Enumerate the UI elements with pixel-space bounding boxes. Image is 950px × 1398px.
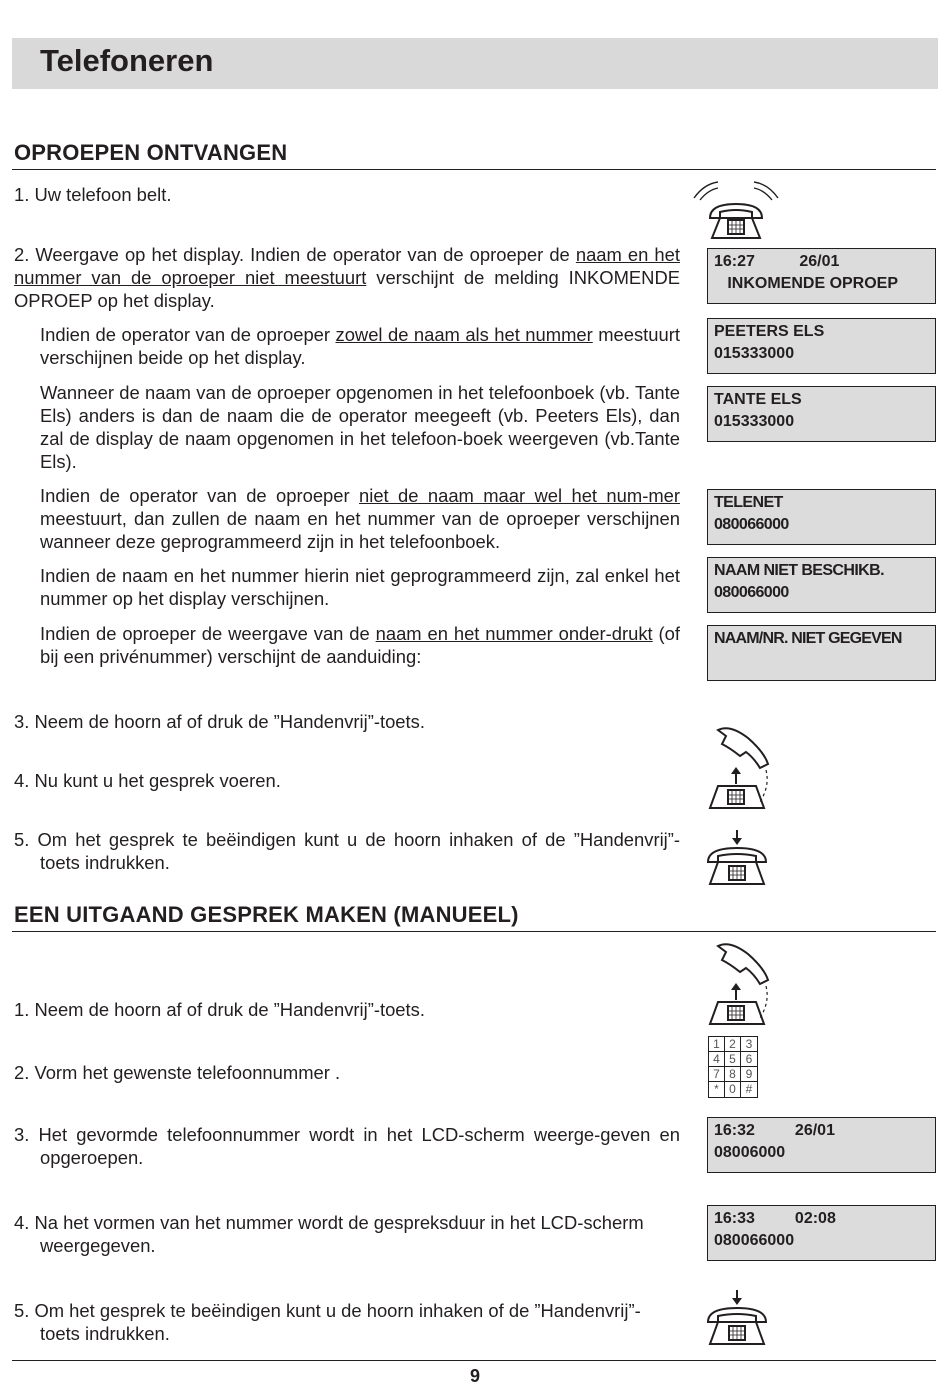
keypad-key: 4 — [709, 1052, 725, 1067]
lcd-display-name-unavailable — [707, 557, 936, 613]
paragraph-suppressed — [40, 622, 680, 668]
text-run: verschijnt de melding INKOMENDE OPROEP op het display. — [14, 267, 680, 311]
outgoing-step-2-text: 2. Vorm het gewenste telefoonnummer . — [14, 1062, 341, 1083]
keypad-key: 3 — [741, 1037, 757, 1052]
lcd-line: 16:33 02:08 — [714, 1210, 836, 1227]
lcd-line: TANTE ELS — [714, 391, 802, 408]
step-3-text: 3. Neem de hoorn af of druk de ”Handenvrij”-toets. — [14, 711, 425, 732]
step-5-text: 5. Om het gesprek te beëindigen kunt u de hoorn inhaken of de ”Handenvrij”-toets indrukken. — [14, 829, 680, 873]
lcd-line: NAAM NIET BESCHIKB. — [714, 562, 884, 579]
lcd-display-duration — [707, 1205, 936, 1261]
text-run: Indien de operator van de oproeper — [40, 324, 336, 345]
text-run: Indien de oproeper de weergave van de — [40, 623, 376, 644]
lcd-display-peeters — [707, 318, 936, 374]
keypad-key: 2 — [725, 1037, 741, 1052]
keypad-key: 5 — [725, 1052, 741, 1067]
lcd-display-incoming — [707, 248, 936, 304]
lcd-line: 08006000 — [714, 1144, 786, 1161]
text-run: (of bij een privénummer) verschijnt de aanduiding: — [40, 623, 680, 667]
lcd-line: 080066000 — [714, 516, 789, 533]
lcd-line: 16:32 26/01 — [714, 1122, 835, 1139]
section-title-outgoing: EEN UITGAAND GESPREK MAKEN (MANUEEL) — [14, 902, 519, 927]
lift-handset-icon — [700, 722, 774, 812]
lcd-line: INKOMENDE OPROEP — [714, 275, 899, 292]
lcd-line: 080066000 — [714, 1232, 795, 1249]
keypad-icon — [708, 1036, 758, 1098]
lcd-line: TELENET — [714, 494, 783, 511]
paragraph-name-and-number — [40, 323, 680, 369]
keypad-key: 6 — [741, 1052, 757, 1067]
ringing-phone-icon — [690, 178, 782, 244]
lcd-line: 015333000 — [714, 345, 795, 362]
keypad-key: 7 — [709, 1067, 725, 1082]
section-divider — [12, 931, 936, 932]
lcd-line: NAAM/NR. NIET GEGEVEN — [714, 630, 902, 647]
keypad-key: 9 — [741, 1067, 757, 1082]
underlined-text: naam en het nummer van de oproeper niet meestuurt — [14, 244, 680, 288]
outgoing-step-4-text: 4. Na het vormen van het nummer wordt de gespreksduur in het LCD-scherm weergegeven. — [14, 1212, 644, 1256]
hang-up-phone-icon — [700, 1286, 774, 1350]
keypad-key: 8 — [725, 1067, 741, 1082]
keypad-key: 0 — [725, 1082, 741, 1097]
keypad-key: 1 — [709, 1037, 725, 1052]
footer-divider — [12, 1360, 936, 1361]
text-run: meestuurt verschijnen beide op het display. — [40, 324, 680, 368]
underlined-text: zowel de naam als het nummer — [335, 324, 593, 345]
lcd-display-telenet — [707, 489, 936, 545]
page-title: Telefoneren — [40, 43, 214, 78]
section-divider — [12, 169, 936, 170]
page-number: 9 — [469, 1366, 480, 1386]
text-run: meestuurt, dan zullen de naam en het nummer van de oproeper verschijnen wanneer deze geprogrammeerd zijn in het telefoonboek. — [40, 508, 680, 552]
paragraph-number-only — [40, 484, 680, 553]
paragraph-not-programmed: Indien de naam en het nummer hierin niet geprogrammeerd zijn, zal enkel het nummer op het display verschijnen. — [40, 565, 680, 609]
lcd-display-tante — [707, 386, 936, 442]
step-2-text — [14, 243, 680, 312]
hang-up-phone-icon — [700, 826, 774, 890]
text-run: 2. Weergave op het display. Indien de operator van de oproeper de — [14, 244, 576, 265]
outgoing-step-1-text: 1. Neem de hoorn af of druk de ”Handenvrij”-toets. — [14, 999, 425, 1020]
text-run: Indien de operator van de oproeper — [40, 485, 360, 506]
keypad-key: * — [709, 1082, 725, 1097]
lcd-display-dialing — [707, 1117, 936, 1173]
paragraph-phonebook: Wanneer de naam van de oproeper opgenomen in het telefoonboek (vb. Tante Els) anders is dan de naam die de operator meegeeft (vb. Peeters Els), dan zal de display de naam opgenomen in het telefoon-boek weergeven (vb.Tante Els). — [40, 382, 680, 472]
underlined-text: niet de naam maar wel het num-mer — [359, 485, 680, 506]
outgoing-step-3-text: 3. Het gevormde telefoonnummer wordt in het LCD-scherm weerge-geven en opgeroepen. — [14, 1124, 680, 1168]
lcd-display-not-given — [707, 625, 936, 681]
lcd-line: PEETERS ELS — [714, 323, 825, 340]
outgoing-step-5-text: 5. Om het gesprek te beëindigen kunt u de hoorn inhaken of de ”Handenvrij”-toets indrukken. — [14, 1300, 641, 1344]
lcd-line: 015333000 — [714, 413, 795, 430]
lift-handset-icon — [700, 938, 774, 1028]
section-title-receiving: OPROEPEN ONTVANGEN — [14, 140, 288, 165]
underlined-text: naam en het nummer onder-drukt — [375, 623, 653, 644]
step-1-text: 1. Uw telefoon belt. — [14, 184, 172, 205]
lcd-line: 16:27 26/01 — [714, 253, 840, 270]
step-4-text: 4. Nu kunt u het gesprek voeren. — [14, 770, 281, 791]
lcd-line: 080066000 — [714, 584, 789, 601]
keypad-key: # — [745, 1082, 753, 1096]
